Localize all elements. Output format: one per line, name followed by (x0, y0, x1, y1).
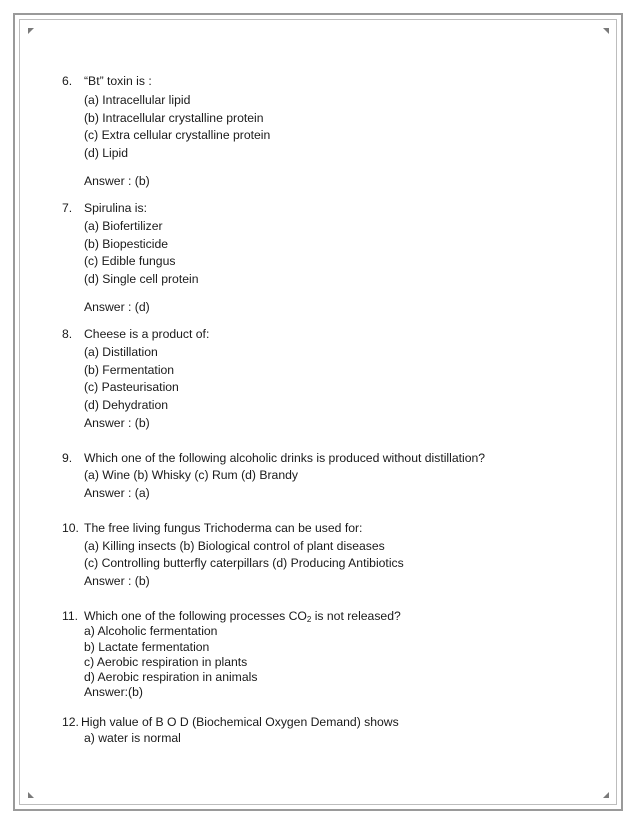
corner-ornament-bottom-right (603, 792, 609, 798)
question-12-option-a: a) water is normal (84, 731, 181, 745)
question-10-text: The free living fungus Trichoderma can be used for: (84, 521, 363, 535)
question-8-text: Cheese is a product of: (84, 327, 210, 341)
co2-subscript: 2 (306, 615, 312, 624)
question-6-option-a: (a) Intracellular lipid (84, 93, 191, 107)
question-8-answer: Answer : (b) (84, 416, 150, 430)
question-7-option-d: (d) Single cell protein (84, 272, 199, 286)
question-6-text: “Bt” toxin is : (84, 74, 152, 88)
corner-ornament-top-right (603, 28, 609, 34)
question-9-text: Which one of the following alcoholic drinks is produced without distillation? (84, 451, 486, 465)
question-7-answer: Answer : (d) (84, 300, 150, 314)
question-8-option-d: (d) Dehydration (84, 398, 168, 412)
corner-ornament-bottom-left (28, 792, 34, 798)
question-10-options-cd: (c) Controlling butterfly caterpillars (d) Producing Antibiotics (84, 556, 404, 570)
question-6-number: 6. (62, 74, 73, 88)
question-11-option-d: d) Aerobic respiration in animals (84, 670, 258, 684)
question-10-answer: Answer : (b) (84, 574, 150, 588)
question-10-number: 10. (62, 521, 79, 535)
question-11-option-b: b) Lactate fermentation (84, 640, 210, 654)
question-7-text: Spirulina is: (84, 201, 147, 215)
question-11-option-a: a) Alcoholic fermentation (84, 624, 218, 638)
question-7-number: 7. (62, 201, 73, 215)
question-6-option-d: (d) Lipid (84, 146, 129, 160)
question-11-answer: Answer:(b) (84, 685, 143, 699)
question-8-option-b: (b) Fermentation (84, 363, 175, 377)
question-7-option-b: (b) Biopesticide (84, 237, 168, 251)
question-9-options: (a) Wine (b) Whisky (c) Rum (d) Brandy (84, 468, 298, 482)
question-8-option-c: (c) Pasteurisation (84, 380, 179, 394)
question-7-option-a: (a) Biofertilizer (84, 219, 163, 233)
question-7-option-c: (c) Edible fungus (84, 254, 176, 268)
question-8-number: 8. (62, 327, 73, 341)
question-6-option-b: (b) Intracellular crystalline protein (84, 111, 264, 125)
question-12-number: 12. (62, 715, 79, 729)
question-9-number: 9. (62, 451, 73, 465)
corner-ornament-top-left (28, 28, 34, 34)
question-9-answer: Answer : (a) (84, 486, 150, 500)
question-12-text: High value of B O D (Biochemical Oxygen Demand) shows (81, 715, 399, 729)
question-10-options-ab: (a) Killing insects (b) Biological control of plant diseases (84, 539, 385, 553)
question-8-option-a: (a) Distillation (84, 345, 158, 359)
question-11-number: 11. (62, 609, 79, 623)
question-6-option-c: (c) Extra cellular crystalline protein (84, 128, 271, 142)
question-11-text: Which one of the following processes $CO_2$ is not released? (84, 609, 401, 624)
question-6-answer: Answer : (b) (84, 174, 150, 188)
question-11-option-c: c) Aerobic respiration in plants (84, 655, 248, 669)
